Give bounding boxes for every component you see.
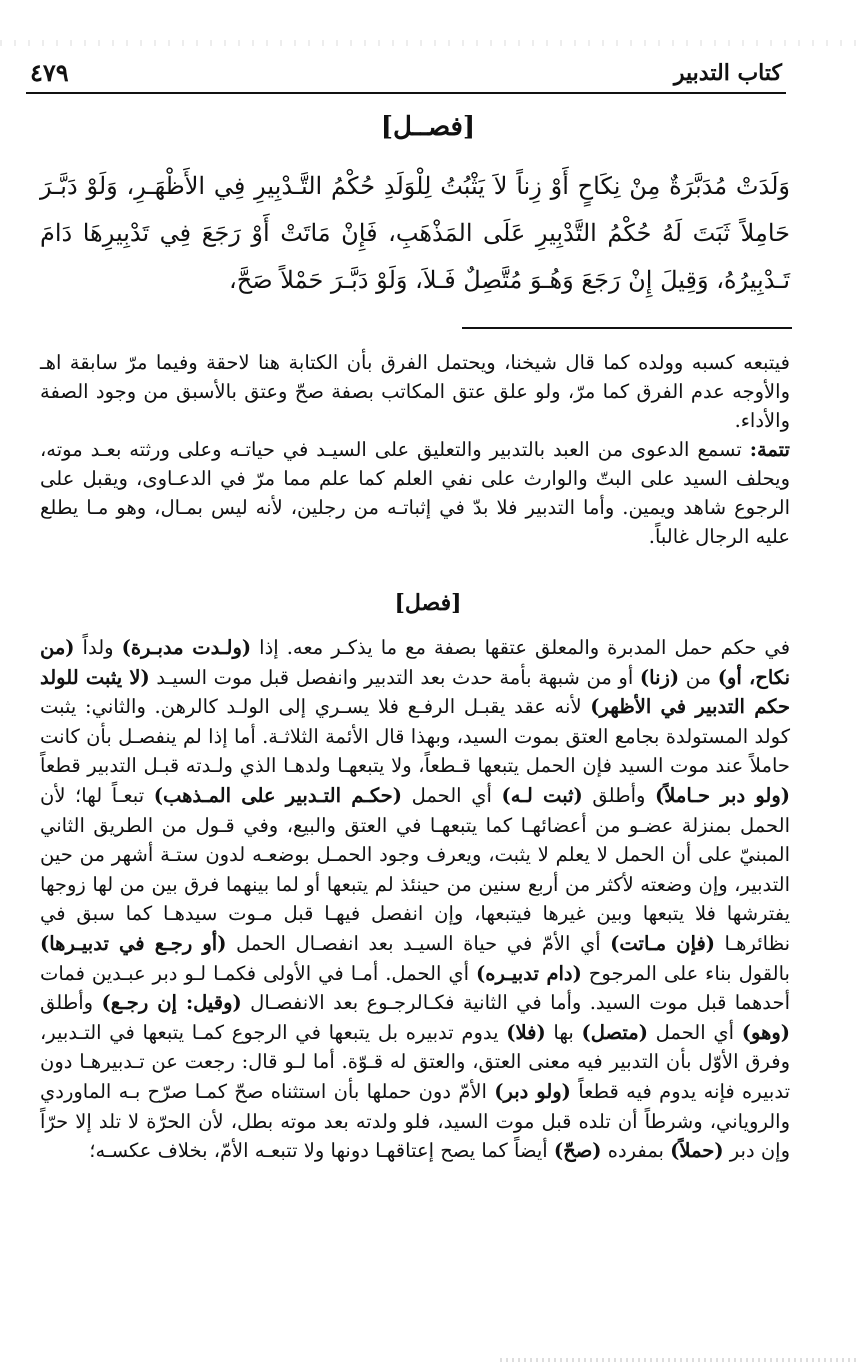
commentary-segment: أي الأمّ في حياة السيـد بعد انفصـال الحمل xyxy=(226,931,611,955)
commentary-segment: لأنه عقد يقبـل الرفـع فلا يسـري إلى الولـد كالرهن. والثاني: يثبت كولد المستولدة بجامع العتق بموت السيد، وبهذا قال الأئمة الثلاثـة. أما إذا لم ينفصـل بأن كانت حاملاً عند موت السيد فإن الحمل يتبعها قـطعاً، ولا يتبعهـا ولدهـا الذي ولـدته قبـل التدبير قطعاً xyxy=(40,695,790,778)
running-title: كتاب التدبير xyxy=(673,60,782,86)
tatimma-label: تتمة: xyxy=(749,438,790,461)
matn-quote: (أو رجـع في تدبيـرها) xyxy=(40,931,227,955)
matn-quote: (حكـم التـدبير على المـذهب) xyxy=(153,783,402,807)
commentary-segment: أيضاً كما يصح إعتاقهـا دونها ولا تتبعـه الأمّ، بخلاف عكسـه؛ xyxy=(89,1139,554,1163)
commentary-segment: في حكم حمل المدبرة والمعلق عتقها بصفة مع ما يذكـر معه. إذا xyxy=(251,636,791,659)
matn-quote: (زنا) xyxy=(639,665,680,689)
matn-line: وَقِيلَ إِنْ رَجَعَ وَهُـوَ مُتَّصِلٌ فَـلاَ، وَلَوْ دَبَّـرَ حَمْلاً صَحَّ، xyxy=(229,266,709,294)
tatimma-text: تسمع الدعوى من العبد بالتدبير والتعليق على السيـد في حياتـه وعلى ورثته بعـد موته، ويحلف السيد على البتّ والوارث على نفي العلم كما علم مما مرّ في الدعـاوى، ويقبل على الرجوع شاهد ويمين. وأما التدبير فلا بدّ في إثباتـه من رجلين، لأنه ليس بمـال، وهو مـا يطلع عليه الرجال غالباً. xyxy=(40,438,790,548)
matn-line: حَامِلاً ثَبَتَ لَهُ حُكْمُ التَّدْبِيرِ عَلَى المَذْهَبِ، فَإِنْ مَاتَتْ أَوْ رَجَعَ فِي تَدْبِيرِهَا دَامَ تَـدْبِيرُهُ، xyxy=(40,219,790,294)
divider-line xyxy=(462,327,792,329)
matn-quote: (وقيل: إن رجـع) xyxy=(101,991,242,1015)
section-heading-2: [فصل] xyxy=(394,590,462,616)
commentary-segment: وأطلق xyxy=(582,783,656,807)
matn-quote: (متصل) xyxy=(581,1020,648,1044)
commentary-segment: أي الحمل xyxy=(647,1020,742,1044)
commentary-segment: بها xyxy=(545,1020,582,1044)
matn-quote: (صحّ) xyxy=(553,1139,602,1163)
matn-line: وَلَدَتْ مُدَبَّرَةٌ مِنْ نِكَاحٍ أَوْ زِناً لاَ يَثْبُتُ لِلْوَلَدِ حُكْمُ التَّـدْبِيرِ فِي الأَظْهَـرِ، وَلَوْ دَبَّـرَ xyxy=(40,172,790,200)
commentary-segment: وأطلق xyxy=(40,991,102,1015)
matn-text xyxy=(40,163,790,304)
page-number: ٤٧٩ xyxy=(30,58,69,87)
commentary-main xyxy=(40,633,790,1166)
section-heading: [فصــل] xyxy=(380,112,476,142)
scan-noise xyxy=(0,40,856,46)
commentary-segment: ولداً xyxy=(74,636,122,659)
commentary-segment: بالقول بناء على المرجوح xyxy=(581,961,790,985)
matn-quote: (فلا) xyxy=(506,1020,546,1044)
matn-quote: (حملاً) xyxy=(670,1139,724,1163)
commentary-segment: بمفرده xyxy=(601,1139,671,1163)
commentary-segment: أي الحمل xyxy=(401,783,502,807)
page-header xyxy=(26,52,786,94)
commentary-paragraph: فيتبعه كسبه وولده كما قال شيخنا، ويحتمل الفرق بأن الكتابة هنا لاحقة وفيما مرّ سابقة اهـ والأوجه عدم الفرق كما مرّ، ولو علق عتق المكاتب بصفة صحّ وعتق بالأسبق من وجود الصفة والأداء. xyxy=(40,351,790,432)
matn-quote: (ولو دبر) xyxy=(494,1079,571,1103)
matn-quote: (ثبت لـه) xyxy=(501,783,583,807)
commentary-segment: يدوم تدبيره بل يتبعها في الرجوع كمـا يتبعها في التـدبير، وفرق الأوّل بأن التدبير فيه معنى العتق، والعتق له قـوّة. أما لـو قال: رجعت عن تـدبيرهـا دون تدبيره فإنه يدوم فيه قطعاً xyxy=(40,1020,790,1103)
commentary-segment: أو من شبهة بأمة حدث بعد التدبير وانفصل قبل موت السيـد xyxy=(149,665,640,689)
commentary-segment: الأمّ دون حملها بأن استثناه صحّ كمـا صرّح بـه الماوردي والروياني، وشرطاً أن تلده قبل موت السيد، فلو ولدته بعد موته بطل، لأن الحرّة لا تلد إلا حرّاً وإن دبر xyxy=(40,1079,790,1163)
matn-quote: (فإن مـاتت) xyxy=(610,931,715,955)
matn-quote: (من نكاح، أو) xyxy=(40,636,791,689)
matn-quote: (دام تدبيـره) xyxy=(476,961,582,985)
commentary-body xyxy=(40,633,790,1166)
matn-quote: (ولـدت مدبـرة) xyxy=(121,636,252,659)
matn-quote: (وهو) xyxy=(741,1020,790,1044)
commentary-top xyxy=(40,348,790,551)
scan-noise xyxy=(500,1358,856,1362)
commentary-segment: أي الحمل. أمـا في الأولى فكمـا لـو دبر عبـدين فمات أحدهما قبل موت السيد. وأما في الثانية فكـالرجـوع بعد الانفصـال xyxy=(40,961,791,1015)
commentary-segment: تبعـاً لها؛ لأن الحمل بمنزلة عضـو من أعضائهـا كما يتبعهـا في العتق والبيع، وفي قـول من الطريق الثاني المبنيّ على أن الحمل لا يعلم لا يثبت، ويعرف وجود الحمـل بوضعـه لدون ستـة أشهر من حين التدبير، وإن وضعته لأكثر من أربع سنين من حينئذ لم يتبعها أو لما بينهما فرق بين من لها زوجها يفترشها فلا يتبعها وبين غيرها فيتبعها، وإن انفصل فيهـا قبل مـوت سيدهـا كما سبق في نظائرهـا xyxy=(40,783,791,955)
commentary-segment: من xyxy=(679,665,718,689)
matn-quote: (ولو دبر حـاملاً) xyxy=(655,783,791,807)
matn-quote: (لا يثبت للولد حكم التدبير في الأظهر) xyxy=(40,665,791,719)
tatimma-paragraph xyxy=(40,435,790,551)
